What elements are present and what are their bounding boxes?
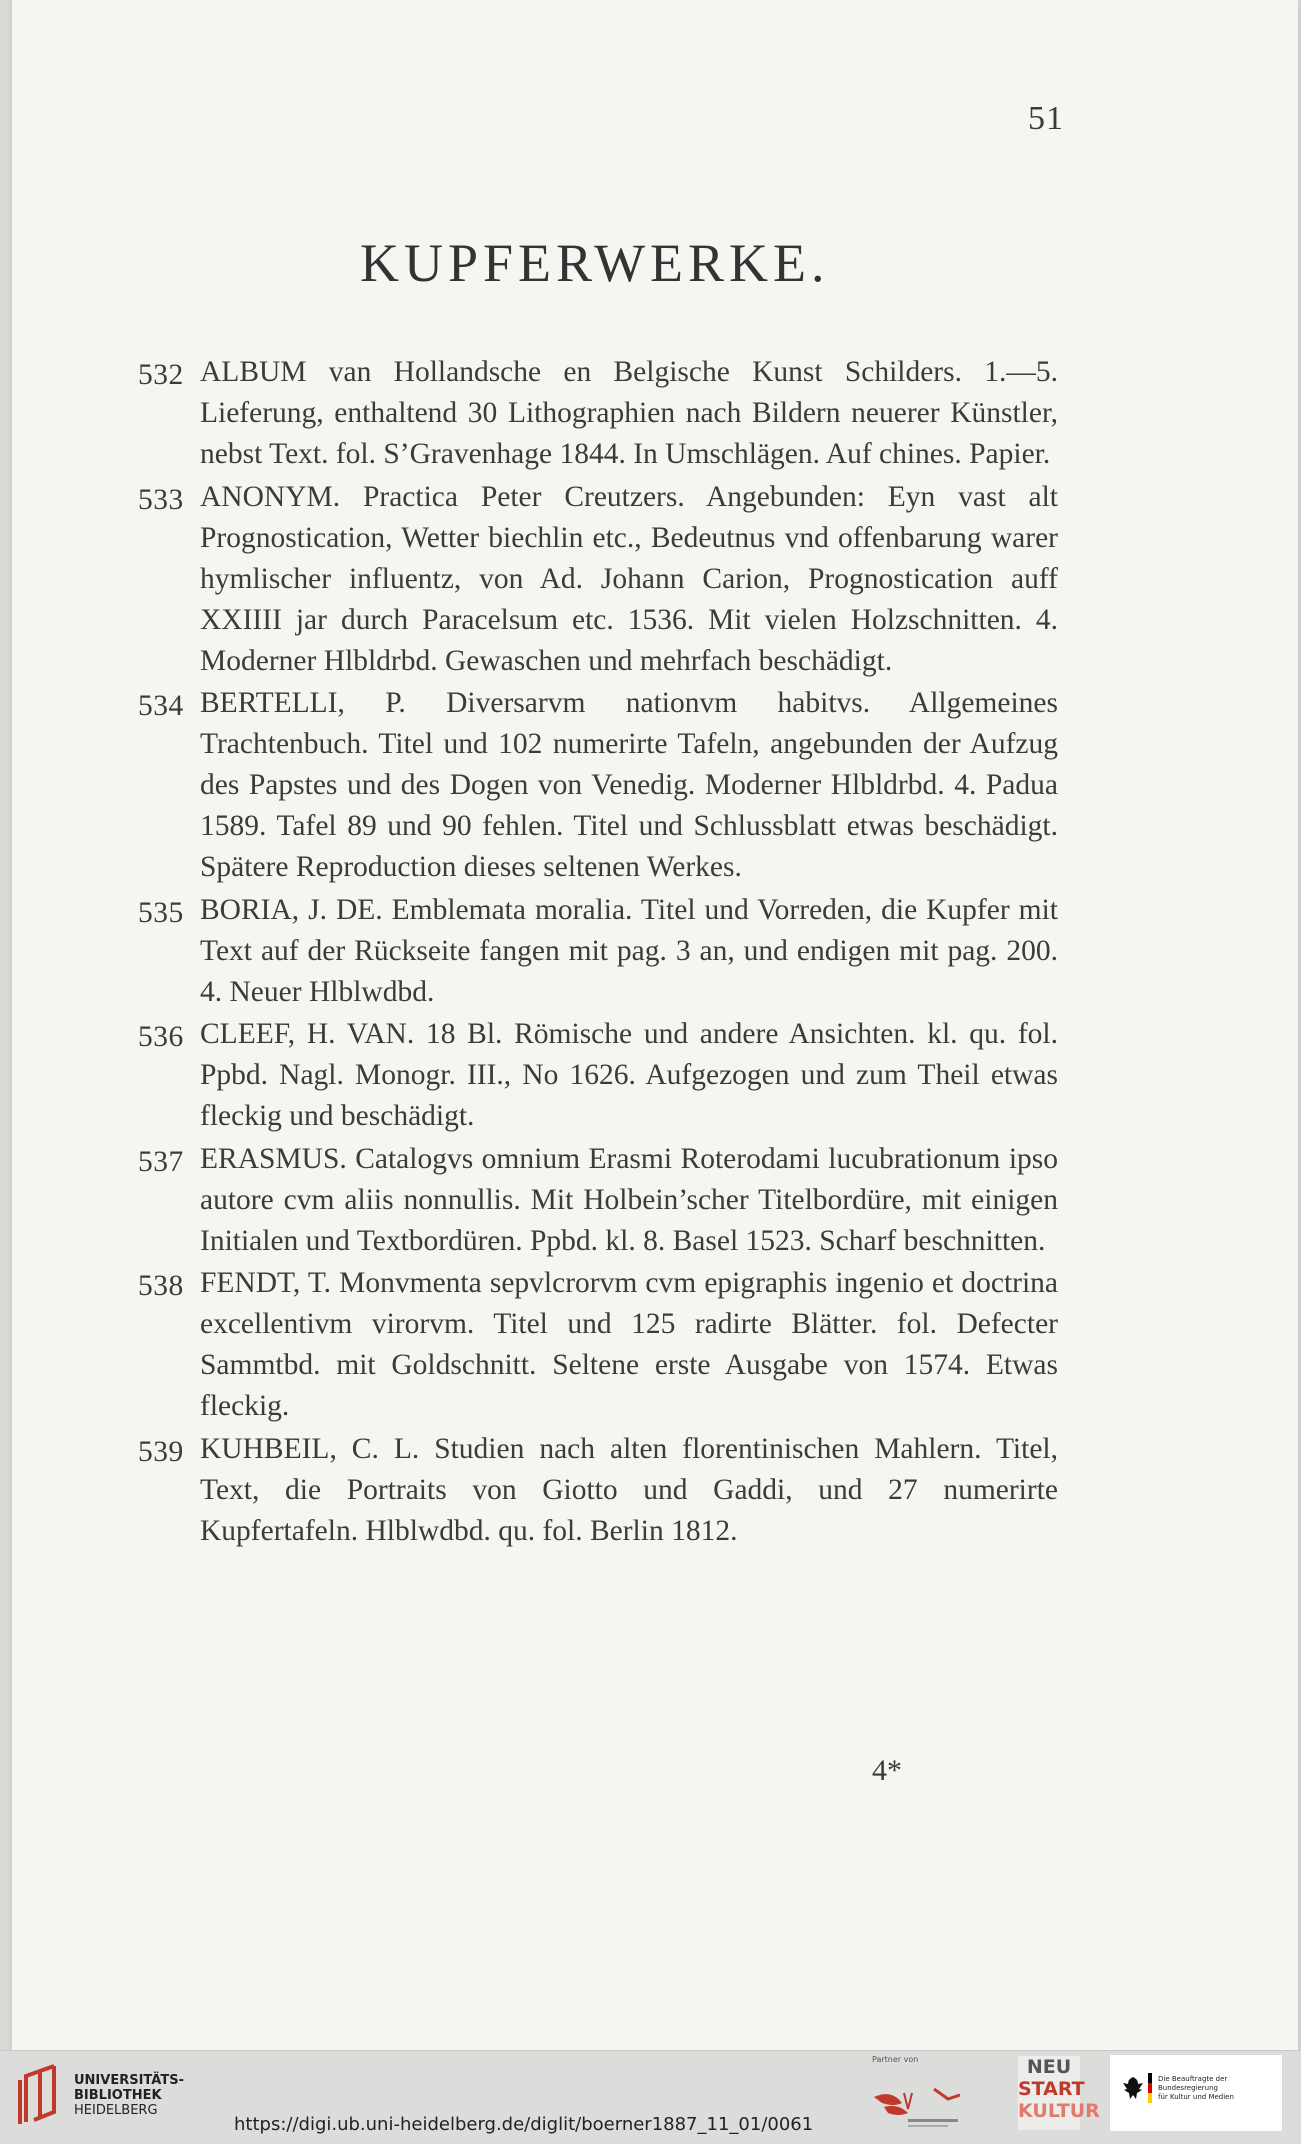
library-name-line: BIBLIOTHEK bbox=[74, 2088, 162, 2103]
catalog-entry bbox=[138, 1139, 1058, 1262]
entry-text: CLEEF, H. VAN. 18 Bl. Römische und andere Ansichten. kl. qu. fol. Ppbd. Nagl. Monogr. III., No 1626. Aufgezogen und zum Theil etwas fleckig und beschädigt. bbox=[200, 1018, 1058, 1132]
bkm-caption bbox=[1158, 2075, 1282, 2102]
library-name-line: UNIVERSITÄTS- bbox=[74, 2073, 184, 2088]
federal-culture-commissioner-logo[interactable] bbox=[1110, 2055, 1282, 2131]
entry-number: 535 bbox=[138, 896, 184, 929]
entry-number: 533 bbox=[138, 483, 184, 516]
neustart-word: KULTUR bbox=[1018, 2100, 1100, 2122]
digital-library-partner-logo-icon[interactable] bbox=[868, 2073, 988, 2135]
neustart-word: NEU bbox=[1026, 2056, 1072, 2078]
entry-text: KUHBEIL, C. L. Studien nach alten florentinischen Mahlern. Titel, Text, die Portraits von Giotto und Gaddi, und 27 numerirte Kupfertafeln. Hlblwdbd. qu. fol. Berlin 1812. bbox=[200, 1432, 1058, 1547]
catalog-entry bbox=[138, 1429, 1058, 1552]
catalog-entry bbox=[138, 352, 1058, 475]
entry-number: 536 bbox=[138, 1021, 184, 1053]
entry-text: BORIA, J. DE. Emblemata moralia. Titel und Vorreden, die Kupfer mit Text auf der Rückseite fangen mit pag. 3 an, und endigen mit pag. 200. 4. Neuer Hlblwdbd. bbox=[200, 893, 1058, 1008]
entry-number: 537 bbox=[138, 1145, 184, 1178]
federal-eagle-icon bbox=[1122, 2075, 1144, 2101]
entry-number: 538 bbox=[138, 1270, 184, 1302]
entry-text: ANONYM. Practica Peter Creutzers. Angebunden: Eyn vast alt Prognostication, Wetter biechlin etc., Bedeutnus vnd offenbarung warer hymlischer influentz, von Ad. Johann Carion, Prognostication auff XXIIII jar durch Paracelsum etc. 1536. Mit vielen Holzschnitten. 4. Moderner Hlbldrbd. Gewaschen und mehrfach beschädigt. bbox=[200, 480, 1058, 677]
catalog-entries bbox=[138, 352, 1058, 1553]
catalog-entry bbox=[138, 1014, 1058, 1137]
university-library-name[interactable] bbox=[74, 2073, 184, 2118]
entry-text: BERTELLI, P. Diversarvm nationvm habitvs. Allgemeines Trachtenbuch. Titel und 102 numerirte Tafeln, angebunden der Aufzug des Papstes und des Dogen von Venedig. Moderner Hlbldrbd. 4. Padua 1589. Tafel 89 und 90 fehlen. Titel und Schlussblatt etwas beschädigt. Spätere Reproduction dieses seltenen Werkes. bbox=[200, 687, 1058, 883]
signature-mark: 4* bbox=[872, 1754, 902, 1787]
catalog-entry bbox=[138, 683, 1058, 888]
bkm-caption-line: für Kultur und Medien bbox=[1158, 2093, 1234, 2101]
catalog-entry bbox=[138, 477, 1058, 682]
page-permalink[interactable]: https://digi.ub.uni-heidelberg.de/diglit/boerner1887_11_01/0061 bbox=[234, 2114, 814, 2135]
partner-label: Partner von bbox=[872, 2055, 919, 2064]
section-heading: KUPFERWERKE. bbox=[360, 233, 830, 293]
entry-text: ALBUM van Hollandsche en Belgische Kunst Schilders. 1.—5. Lieferung, enthaltend 30 Lithographien nach Bildern neuerer Künstler, nebst Text. fol. S’Gravenhage 1844. In Umschlägen. Auf chines. Papier. bbox=[200, 356, 1058, 470]
entry-number: 534 bbox=[138, 690, 184, 722]
university-library-logo-icon[interactable] bbox=[14, 2062, 58, 2126]
entry-text: FENDT, T. Monvmenta sepvlcrorvm cvm epigraphis ingenio et doctrina excellentivm virorvm. Titel und 125 radirte Blätter. fol. Defecter Sammtbd. mit Goldschnitt. Seltene erste Ausgabe von 1574. Etwas fleckig. bbox=[200, 1267, 1058, 1422]
page-number: 51 bbox=[1028, 100, 1064, 137]
neustart-word: START bbox=[1018, 2078, 1085, 2100]
german-flag-icon bbox=[1148, 2073, 1152, 2103]
entry-number: 539 bbox=[138, 1435, 184, 1468]
entry-text: ERASMUS. Catalogvs omnium Erasmi Roterodami lucubrationum ipso autore cvm aliis nonnullis. Mit Holbein’scher Titelbordüre, mit einigen Initialen und Textbordüren. Ppbd. kl. 8. Basel 1523. Scharf beschnitten. bbox=[200, 1142, 1058, 1257]
bkm-caption-line: Die Beauftragte der Bundesregierung bbox=[1158, 2075, 1228, 2092]
catalog-entry bbox=[138, 890, 1058, 1013]
entry-number: 532 bbox=[138, 359, 184, 391]
catalog-entry bbox=[138, 1263, 1058, 1427]
library-name-line: HEIDELBERG bbox=[74, 2103, 158, 2118]
neustart-kultur-logo[interactable] bbox=[1018, 2056, 1100, 2130]
